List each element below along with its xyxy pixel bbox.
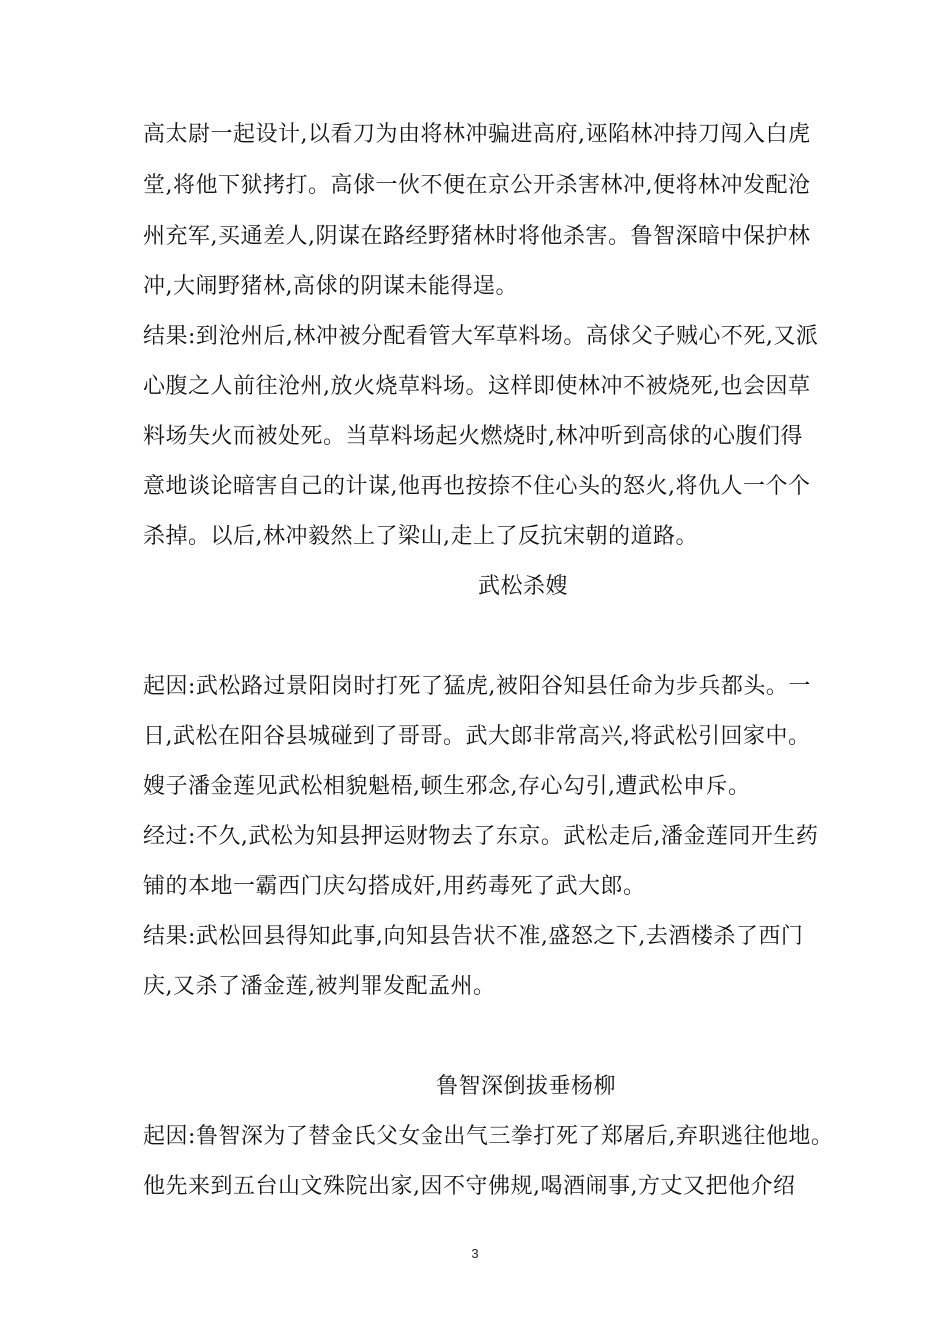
text-line: 日,武松在阳谷县城碰到了哥哥。武大郎非常高兴,将武松引回家中。 — [143, 724, 811, 749]
text-line: 起因:鲁智深为了替金氏父女金出气三拳打死了郑屠后,弃职逃往他地。 — [143, 1124, 834, 1149]
text-line: 结果:到沧州后,林冲被分配看管大军草料场。高俅父子贼心不死,又派 — [143, 324, 819, 349]
text-line: 高太尉一起设计,以看刀为由将林冲骗进高府,诬陷林冲持刀闯入白虎 — [143, 122, 811, 147]
text-line: 庆,又杀了潘金莲,被判罪发配孟州。 — [143, 974, 496, 999]
text-line: 料场失火而被处死。当草料场起火燃烧时,林冲听到高俅的心腹们得 — [143, 424, 803, 449]
text-line: 铺的本地一霸西门庆勾搭成奸,用药毒死了武大郎。 — [143, 874, 646, 899]
section-heading: 鲁智深倒拔垂杨柳 — [436, 1074, 617, 1099]
text-line: 意地谈论暗害自己的计谋,他再也按捺不住心头的怒火,将仇人一个个 — [143, 474, 811, 499]
page-number: 3 — [471, 1246, 479, 1261]
text-line: 经过:不久,武松为知县押运财物去了东京。武松走后,潘金莲同开生药 — [143, 824, 819, 849]
text-line: 州充军,买通差人,阴谋在路经野猪林时将他杀害。鲁智深暗中保护林 — [143, 224, 811, 249]
text-line: 起因:武松路过景阳岗时打死了猛虎,被阳谷知县任命为步兵都头。一 — [143, 674, 811, 699]
text-line: 他先来到五台山文殊院出家,因不守佛规,喝酒闹事,方丈又把他介绍 — [143, 1174, 796, 1199]
text-line: 杀掉。以后,林冲毅然上了梁山,走上了反抗宋朝的道路。 — [143, 524, 698, 549]
text-line: 堂,将他下狱拷打。高俅一伙不便在京公开杀害林冲,便将林冲发配沧 — [143, 173, 811, 198]
text-line: 冲,大闹野猪林,高俅的阴谋未能得逞。 — [143, 274, 518, 299]
text-line: 嫂子潘金莲见武松相貌魁梧,顿生邪念,存心勾引,遭武松申斥。 — [143, 774, 751, 799]
section-heading: 武松杀嫂 — [478, 574, 569, 599]
text-line: 结果:武松回县得知此事,向知县告状不准,盛怒之下,去酒楼杀了西门 — [143, 924, 804, 949]
text-line: 心腹之人前往沧州,放火烧草料场。这样即使林冲不被烧死,也会因草 — [143, 374, 811, 399]
